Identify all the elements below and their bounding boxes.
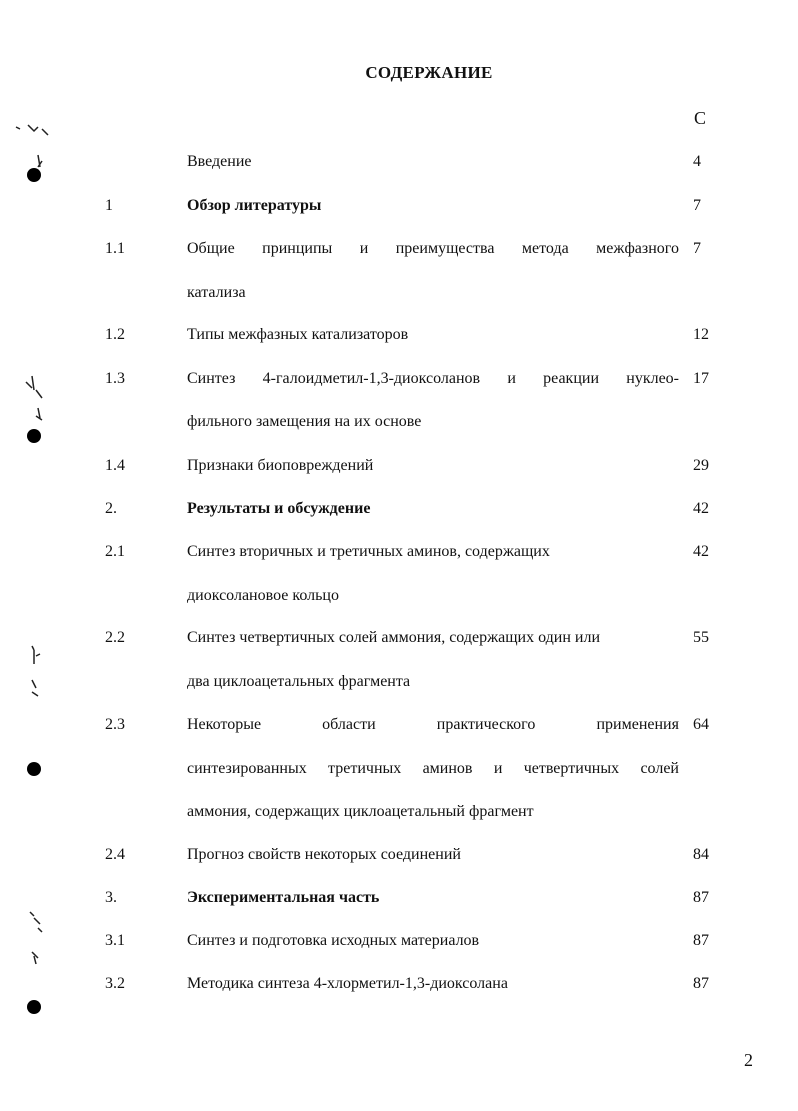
toc-word: Общие xyxy=(187,240,235,257)
toc-entry-title: Синтез вторичных и третичных аминов, содержащих xyxy=(187,543,550,560)
toc-entry xyxy=(0,713,798,737)
toc-word: нуклео- xyxy=(626,370,679,387)
toc-entry-title xyxy=(187,237,679,261)
toc-entry-title-cont xyxy=(187,757,679,781)
toc-entry-number: 1.4 xyxy=(105,457,125,474)
toc-word: 4-галоидметил-1,3-диоксоланов xyxy=(262,370,481,387)
toc-word: межфазного xyxy=(596,240,679,257)
toc-entry xyxy=(0,367,798,391)
punch-hole xyxy=(27,1000,41,1014)
toc-word: Некоторые xyxy=(187,716,262,733)
toc-entry-number: 3. xyxy=(105,889,117,906)
toc-entry-page: 12 xyxy=(693,326,709,343)
toc-entry-page: 29 xyxy=(693,457,709,474)
toc-entry xyxy=(0,454,798,478)
toc-entry-number: 1 xyxy=(105,197,113,214)
toc-entry xyxy=(0,626,798,650)
toc-entry-page: 55 xyxy=(693,629,709,646)
toc-entry-title: Синтез четвертичных солей аммония, содержащих один или xyxy=(187,629,601,646)
toc-entry xyxy=(0,540,798,564)
toc-entry xyxy=(0,194,798,218)
toc-entry-title: Результаты и обсуждение xyxy=(187,500,371,517)
toc-word: области xyxy=(322,716,376,733)
toc-entry-page: 17 xyxy=(693,370,709,387)
scan-artifact xyxy=(22,640,52,705)
toc-entry-number: 3.1 xyxy=(105,932,125,949)
toc-word: преимущества xyxy=(395,240,495,257)
toc-entry-continuation xyxy=(0,281,798,305)
toc-word: метода xyxy=(521,240,569,257)
toc-entry-page: 87 xyxy=(693,932,709,949)
toc-word: четвертичных xyxy=(523,760,620,777)
page-number: 2 xyxy=(744,1050,753,1070)
toc-entry xyxy=(0,237,798,261)
toc-entry-continuation xyxy=(0,670,798,694)
toc-entry-title-cont: катализа xyxy=(187,284,246,301)
toc-entry-title-cont: диоксолановое кольцо xyxy=(187,587,339,604)
scan-artifact xyxy=(18,372,58,432)
toc-entry xyxy=(0,843,798,867)
punch-hole xyxy=(27,762,41,776)
toc-entry-page: 7 xyxy=(693,240,701,257)
toc-word: практического xyxy=(436,716,536,733)
toc-entry xyxy=(0,886,798,910)
toc-word: и xyxy=(493,760,503,777)
toc-entry xyxy=(0,929,798,953)
toc-word: третичных xyxy=(328,760,402,777)
toc-entry-number: 2.4 xyxy=(105,846,125,863)
toc-entry-number: 2. xyxy=(105,500,117,517)
toc-entry-page: 42 xyxy=(693,500,709,517)
toc-entry-title: Признаки биоповреждений xyxy=(187,457,374,474)
toc-entry-title: Прогноз свойств некоторых соединений xyxy=(187,846,461,863)
toc-entry-page: 64 xyxy=(693,716,709,733)
toc-word: и xyxy=(507,370,516,387)
toc-entry-title xyxy=(187,367,679,391)
toc-entry-title-cont: два циклоацетальных фрагмента xyxy=(187,673,411,690)
toc-entry-page: 42 xyxy=(693,543,709,560)
toc-word: солей xyxy=(640,760,679,777)
toc-entry-title-cont: аммония, содержащих циклоацетальный фрагмент xyxy=(187,803,534,820)
scan-artifact xyxy=(8,115,58,175)
toc-entry xyxy=(0,150,798,174)
toc-entry-title: Методика синтеза 4-хлорметил-1,3-диоксолана xyxy=(187,975,508,992)
toc-entry-continuation xyxy=(0,800,798,824)
toc-entry xyxy=(0,323,798,347)
toc-entry-page: 4 xyxy=(693,153,701,170)
toc-entry-continuation xyxy=(0,584,798,608)
toc-entry-number: 2.2 xyxy=(105,629,125,646)
toc-word: аминов xyxy=(422,760,473,777)
toc-entry-continuation xyxy=(0,757,798,781)
toc-word: синтезированных xyxy=(187,760,307,777)
toc-entry xyxy=(0,972,798,996)
toc-entry-number: 1.2 xyxy=(105,326,125,343)
toc-entry-number: 1.1 xyxy=(105,240,125,257)
toc-entry-page: 87 xyxy=(693,889,709,906)
toc-entry-title: Введение xyxy=(187,153,252,170)
toc-entry-title: Типы межфазных катализаторов xyxy=(187,326,409,343)
toc-entry-title: Обзор литературы xyxy=(187,197,322,214)
scan-artifact xyxy=(24,908,54,968)
toc-entry-title: Синтез и подготовка исходных материалов xyxy=(187,932,480,949)
toc-word: реакции xyxy=(543,370,599,387)
toc-word: и xyxy=(359,240,369,257)
toc-entry-page: 87 xyxy=(693,975,709,992)
toc-entry-number: 3.2 xyxy=(105,975,125,992)
toc-entry-number: 1.3 xyxy=(105,370,125,387)
page-title: СОДЕРЖАНИЕ xyxy=(365,63,493,82)
toc-entry-page: 7 xyxy=(693,197,701,214)
toc-word: принципы xyxy=(262,240,333,257)
toc-entry-continuation xyxy=(0,410,798,434)
toc-entry-title xyxy=(187,713,679,737)
toc-entry-title-cont: фильного замещения на их основе xyxy=(187,413,422,430)
page-column-header: С xyxy=(694,108,707,128)
toc-word: применения xyxy=(596,716,679,733)
toc-word: Синтез xyxy=(187,370,236,387)
toc-entry xyxy=(0,497,798,521)
toc-entry-title: Экспериментальная часть xyxy=(187,889,380,906)
toc-entry-number: 2.1 xyxy=(105,543,125,560)
toc-entry-page: 84 xyxy=(693,846,709,863)
toc-entry-number: 2.3 xyxy=(105,716,125,733)
